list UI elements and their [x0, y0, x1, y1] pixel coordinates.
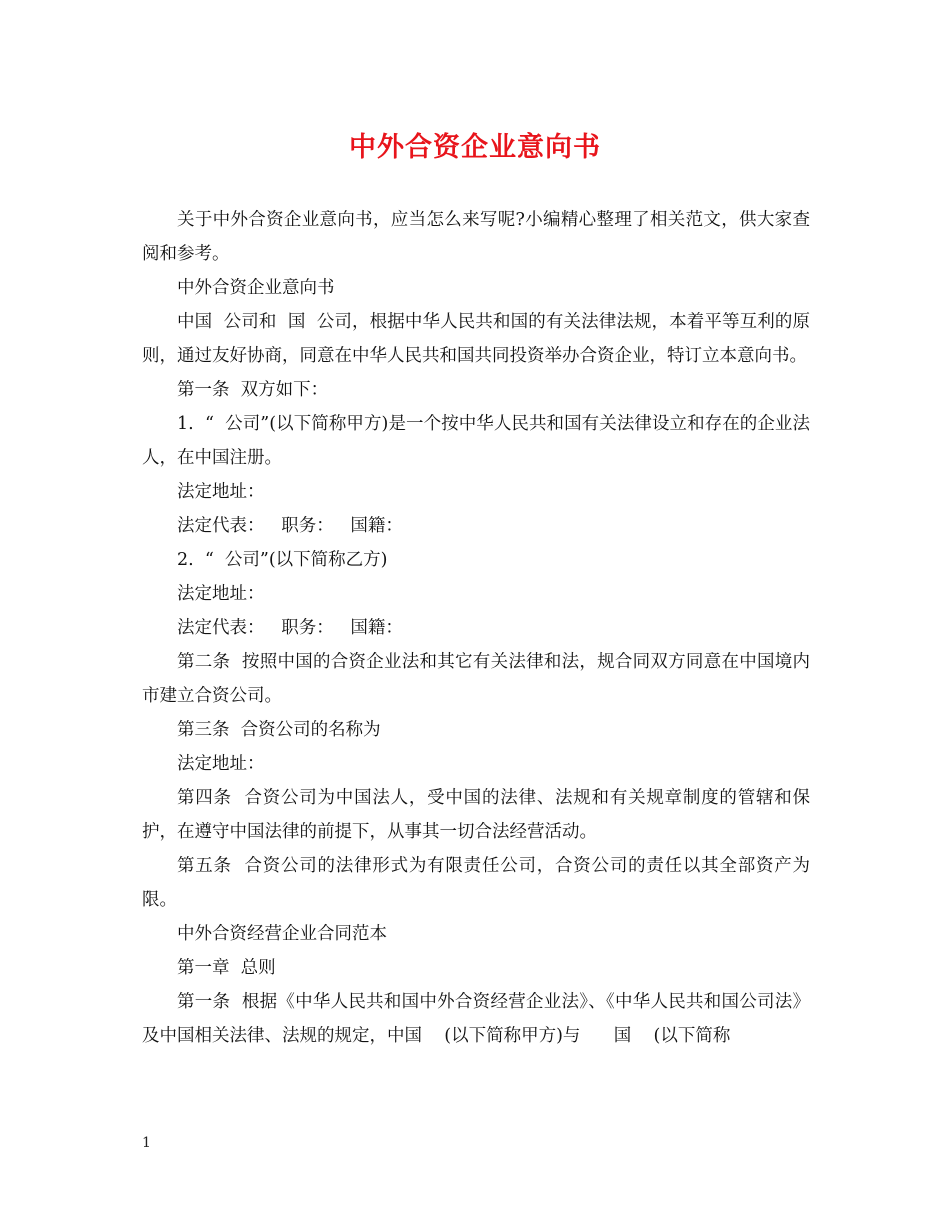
- party-b-address: 法定地址：: [177, 584, 265, 604]
- party-a-representative: 法定代表： 职务： 国籍：: [177, 516, 403, 536]
- chapter-1-heading: 第一章 总则: [177, 958, 276, 978]
- article-2: 第二条 按照中国的合资企业法和其它有关法律和法，规合同双方同意在中国境内 市建立合资公司。: [142, 652, 822, 706]
- contract-article-1: 第一条 根据《中华人民共和国中外合资经营企业法》、《中华人民共和国公司法》及中国相关法律、法规的规定，中国 (以下简称甲方)与 国 (以下简称: [142, 992, 810, 1046]
- preamble-paragraph: 中国 公司和 国 公司，根据中华人民共和国的有关法律法规，本着平等互利的原则，通过友好协商，同意在中华人民共和国共同投资举办合资企业，特订立本意向书。: [142, 312, 810, 366]
- party-a-description: 1. “ 公司”(以下简称甲方)是一个按中华人民共和国有关法律设立和存在的企业法人，在中国注册。: [142, 414, 810, 468]
- section-heading: 中外合资企业意向书: [177, 278, 335, 298]
- document-body: [142, 203, 822, 1053]
- intro-paragraph: 关于中外合资企业意向书，应当怎么来写呢?小编精心整理了相关范文，供大家查阅和参考。: [142, 210, 810, 264]
- jv-address: 法定地址：: [177, 754, 265, 774]
- party-a-address: 法定地址：: [177, 482, 265, 502]
- article-5: 第五条 合资公司的法律形式为有限责任公司，合资公司的责任以其全部资产为限。: [142, 856, 810, 910]
- article-1: 第一条 双方如下：: [177, 380, 329, 400]
- party-b-description: 2. “ 公司”(以下简称乙方): [177, 550, 388, 570]
- article-3: 第三条 合资公司的名称为: [177, 720, 381, 740]
- contract-template-heading: 中外合资经营企业合同范本: [177, 924, 387, 944]
- document-title: 中外合资企业意向书: [349, 132, 601, 163]
- article-4: 第四条 合资公司为中国法人，受中国的法律、法规和有关规章制度的管辖和保护，在遵守中国法律的前提下，从事其一切合法经营活动。: [142, 788, 810, 842]
- party-b-representative: 法定代表： 职务： 国籍：: [177, 618, 403, 638]
- page-number: 1: [142, 1135, 151, 1151]
